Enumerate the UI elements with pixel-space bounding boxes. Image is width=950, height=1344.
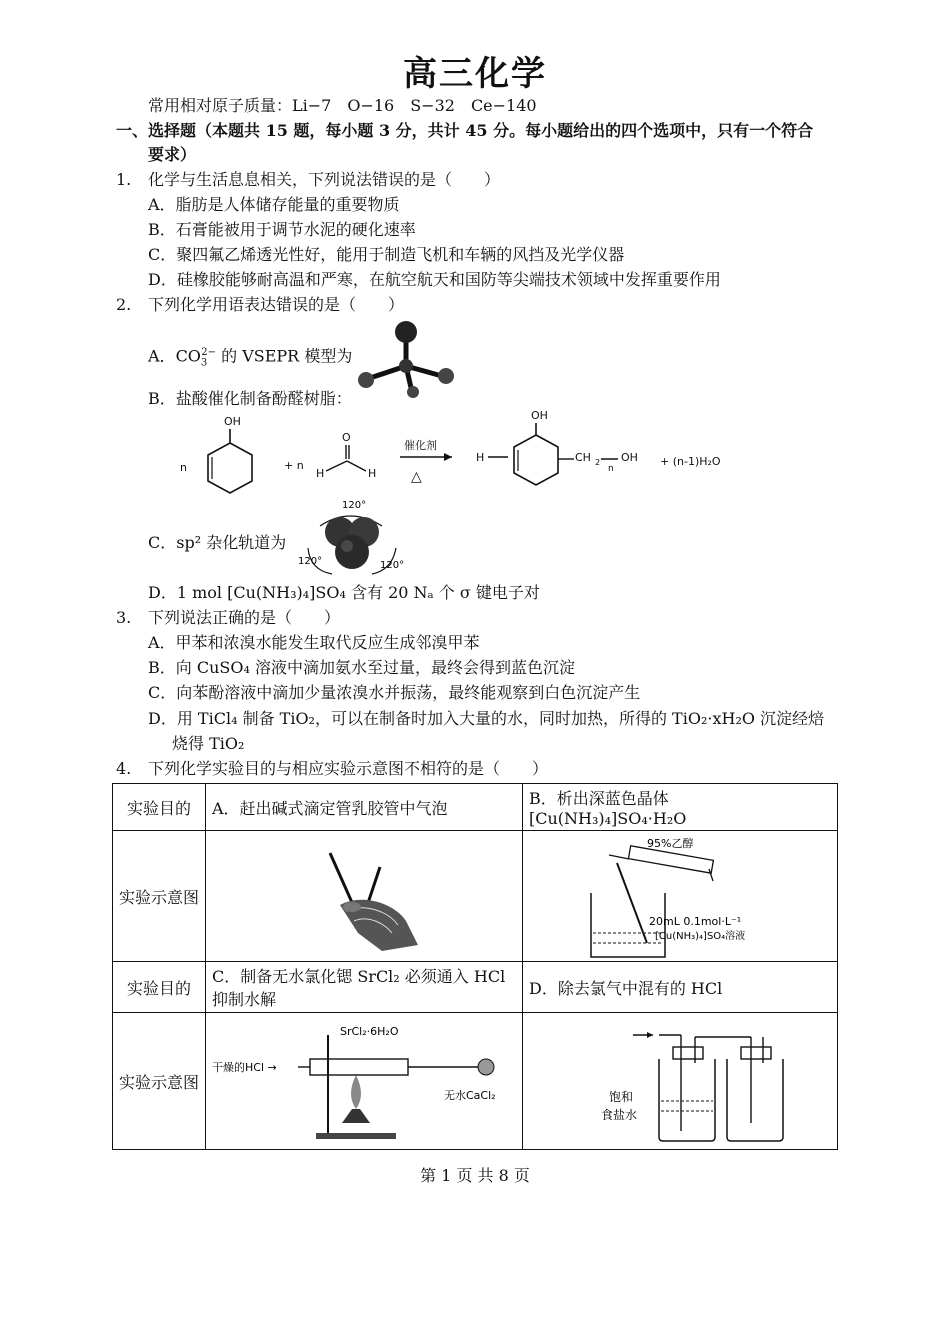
svg-text:△: △ [411, 469, 422, 485]
purpose-label-1: 实验目的 [113, 784, 206, 831]
srcl2-dehydration-figure [212, 1015, 512, 1147]
svg-text:120°: 120° [342, 500, 367, 511]
q1-option-a: A．脂肪是人体储存能量的重要物质 [148, 195, 400, 214]
q1-option-c: C．聚四氟乙烯透光性好，能用于制造飞机和车辆的风挡及光学仪器 [148, 245, 625, 264]
option-a-purpose: A．赶出碱式滴定管乳胶管中气泡 [206, 784, 523, 831]
phenolic-resin-reaction [170, 405, 750, 505]
svg-text:H: H [476, 451, 485, 464]
svg-text:O: O [342, 431, 351, 444]
q1-option-b: B．石膏能被用于调节水泥的硬化速率 [148, 220, 416, 239]
q2-option-c: C．sp² 杂化轨道为 [148, 533, 287, 552]
atomic-masses: 常用相对原子质量：Li−7 O−16 S−32 Ce−140 [148, 96, 537, 115]
svg-text:干燥的HCl →: 干燥的HCl → [212, 1061, 277, 1074]
svg-text:CH: CH [575, 451, 591, 464]
option-c-purpose: C．制备无水氯化锶 SrCl₂ 必须通入 HCl 抑制水解 [206, 962, 523, 1013]
vsepr-model-figure [350, 318, 460, 398]
svg-text:OH: OH [621, 451, 638, 464]
svg-text:n: n [608, 464, 614, 474]
svg-text:H: H [368, 467, 377, 480]
atom-right [438, 368, 454, 384]
svg-text:OH: OH [224, 415, 241, 428]
figure-label-2: 实验示意图 [113, 1013, 206, 1150]
svg-text:n: n [180, 461, 187, 474]
q3-option-c: C．向苯酚溶液中滴加少量浓溴水并振荡，最终能观察到白色沉淀产生 [148, 683, 641, 702]
q4-number: 4. [116, 759, 132, 778]
page-title: 高三化学 [403, 54, 547, 94]
q2-number: 2. [116, 295, 132, 314]
svg-text:SrCl₂·6H₂O: SrCl₂·6H₂O [340, 1025, 399, 1038]
q3-option-a: A．甲苯和浓溴水能发生取代反应生成邻溴甲苯 [148, 633, 480, 652]
sp2-orbital-figure [292, 496, 418, 580]
section-title-line2: 要求） [148, 145, 197, 164]
figure-label-1: 实验示意图 [113, 831, 206, 962]
svg-text:120°: 120° [298, 556, 323, 567]
q1-number: 1. [116, 170, 132, 189]
atom-top [395, 321, 417, 343]
svg-text:20mL 0.1mol·L⁻¹: 20mL 0.1mol·L⁻¹ [649, 915, 742, 928]
q3-number: 3. [116, 608, 132, 627]
svg-text:食盐水: 食盐水 [601, 1108, 638, 1122]
q3-option-d-line1: D．用 TiCl₄ 制备 TiO₂，可以在制备时加入大量的水，同时加热，所得的 TiO₂·xH₂O 沉淀经焙 [148, 709, 825, 728]
option-b-figure [523, 831, 838, 962]
burette-bubble-figure [212, 833, 512, 959]
svg-text:无水CaCl₂: 无水CaCl₂ [444, 1089, 496, 1102]
svg-text:2: 2 [595, 458, 601, 467]
q1-stem: 化学与生活息息相关，下列说法错误的是（ ） [148, 170, 501, 189]
svg-text:饱和: 饱和 [609, 1090, 634, 1104]
q2-option-a: A．$CO_3^{2-}$ 的 VSEPR 模型为 [148, 346, 353, 369]
svg-text:[Cu(NH₃)₄]SO₄溶液: [Cu(NH₃)₄]SO₄溶液 [655, 931, 746, 942]
atom-bottom [407, 386, 419, 398]
svg-text:+ n: + n [284, 459, 304, 472]
q3-option-d-line2: 烧得 TiO₂ [172, 734, 245, 753]
gas-washing-bottles-figure [529, 1015, 829, 1147]
q2-option-d: D．1 mol [Cu(NH₃)₄]SO₄ 含有 20 Nₐ 个 σ 键电子对 [148, 583, 540, 602]
q2-option-b: B．盐酸催化制备酚醛树脂： [148, 389, 352, 408]
crystallization-figure [529, 833, 829, 959]
svg-text:+ (n-1)H₂O: + (n-1)H₂O [660, 455, 721, 468]
experiment-table [112, 783, 838, 1150]
svg-text:H: H [316, 467, 325, 480]
option-d-purpose: D．除去氯气中混有的 HCl [523, 962, 838, 1013]
atom-left [358, 372, 374, 388]
option-a-figure [206, 831, 523, 962]
option-b-purpose: B．析出深蓝色晶体 [Cu(NH₃)₄]SO₄·H₂O [523, 784, 838, 831]
page-number: 第 1 页 共 8 页 [420, 1166, 530, 1185]
svg-text:95%乙醇: 95%乙醇 [647, 837, 694, 850]
svg-text:120°: 120° [380, 560, 405, 571]
atom-center [399, 359, 413, 373]
section-title-line1: 一、选择题（本题共 15 题，每小题 3 分，共计 45 分。每小题给出的四个选项中，只有一个符合 [116, 121, 814, 140]
q1-option-d: D．硅橡胶能够耐高温和严寒，在航空航天和国防等尖端技术领域中发挥重要作用 [148, 270, 721, 289]
svg-text:催化剂: 催化剂 [404, 439, 437, 452]
q3-option-b: B．向 CuSO₄ 溶液中滴加氨水至过量，最终会得到蓝色沉淀 [148, 658, 575, 677]
svg-text:OH: OH [531, 409, 548, 422]
q4-stem: 下列化学实验目的与相应实验示意图不相符的是（ ） [148, 759, 549, 778]
q2-stem: 下列化学用语表达错误的是（ ） [148, 295, 405, 314]
purpose-label-2: 实验目的 [113, 962, 206, 1013]
option-d-figure [523, 1013, 838, 1150]
q3-stem: 下列说法正确的是（ ） [148, 608, 341, 627]
option-c-figure [206, 1013, 523, 1150]
